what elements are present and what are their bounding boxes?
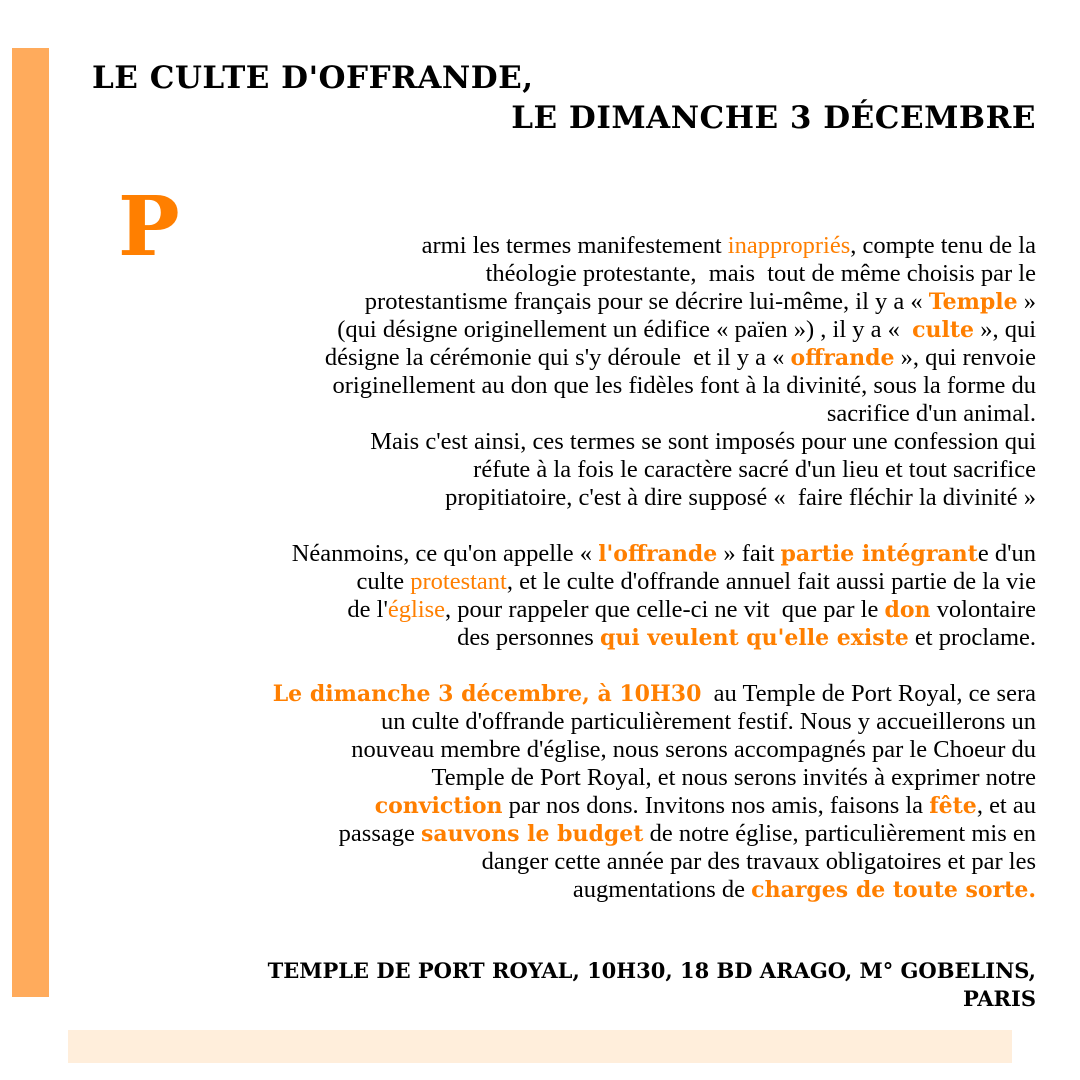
- text-line: [60, 428, 1036, 456]
- paragraph-event: [60, 680, 1036, 904]
- text-segment: par nos dons. Invitons nos amis, faisons la: [502, 792, 930, 819]
- text-line: [60, 792, 1036, 820]
- text-segment: , pour rappeler que celle-ci ne vit que par le: [445, 596, 885, 623]
- text-line: [60, 568, 1036, 596]
- paragraph-offrande: [60, 540, 1036, 652]
- text-line: [60, 232, 1036, 260]
- paragraph-intro: [60, 232, 1036, 512]
- text-segment: augmentations de: [572, 876, 752, 903]
- text-segment: (qui désigne originellement un édifice « païen ») , il y a «: [337, 316, 913, 343]
- highlighted-term: église: [387, 596, 446, 623]
- text-segment: nouveau membre d'église, nous serons accompagnés par le Choeur du: [351, 736, 1036, 763]
- highlighted-term: don: [884, 597, 931, 623]
- text-line: [60, 680, 1036, 708]
- text-segment: culte: [356, 568, 411, 595]
- text-line: [60, 372, 1036, 400]
- text-segment: protestantisme français pour se décrire lui-même, il y a «: [364, 288, 929, 315]
- event-address: [92, 957, 1036, 1013]
- text-line: [60, 260, 1036, 288]
- text-segment: » fait: [717, 540, 781, 567]
- title-line-1: LE CULTE D'OFFRANDE,: [92, 60, 534, 96]
- title-line-2: LE DIMANCHE 3 DÉCEMBRE: [511, 100, 1036, 136]
- highlighted-term: sauvons le budget: [421, 821, 644, 847]
- text-segment: propitiatoire, c'est à dire supposé « faire fléchir la divinité »: [445, 484, 1036, 511]
- text-segment: de notre église, particulièrement mis en: [643, 820, 1036, 847]
- text-line: [60, 484, 1036, 512]
- text-segment: théologie protestante, mais tout de même choisis par le: [485, 260, 1036, 287]
- text-segment: réfute à la fois le caractère sacré d'un lieu et tout sacrifice: [473, 456, 1036, 483]
- address-line-2: PARIS: [963, 986, 1036, 1011]
- text-segment: », qui renvoie: [894, 344, 1036, 371]
- highlighted-term: fête: [929, 793, 977, 819]
- highlighted-term: qui veulent qu'elle existe: [599, 625, 909, 651]
- text-segment: danger cette année par des travaux obligatoires et par les: [481, 848, 1036, 875]
- text-segment: e d'un: [977, 540, 1036, 567]
- text-line: [60, 736, 1036, 764]
- text-segment: et proclame.: [908, 624, 1036, 651]
- highlighted-term: offrande: [790, 345, 895, 371]
- highlighted-term: charges de toute sorte.: [751, 877, 1036, 903]
- text-line: [60, 456, 1036, 484]
- text-segment: au Temple de Port Royal, ce sera: [701, 680, 1036, 707]
- highlighted-term: partie intégrant: [780, 541, 978, 567]
- text-segment: originellement au don que les fidèles font à la divinité, sous la forme du: [332, 372, 1036, 399]
- text-line: [60, 624, 1036, 652]
- highlighted-term: inappropriés: [727, 232, 851, 259]
- text-segment: un culte d'offrande particulièrement festif. Nous y accueillerons un: [380, 708, 1036, 735]
- highlighted-term: Temple: [928, 289, 1018, 315]
- text-segment: de l': [347, 596, 388, 623]
- text-segment: , et au: [976, 792, 1036, 819]
- text-line: [60, 876, 1036, 904]
- decorative-bottom-band: [68, 1030, 1012, 1063]
- address-line-1: TEMPLE DE PORT ROYAL, 10H30, 18 BD ARAGO, M° GOBELINS,: [267, 958, 1036, 983]
- highlighted-term: l'offrande: [598, 541, 718, 567]
- text-segment: Temple de Port Royal, et nous serons invités à exprimer notre: [431, 764, 1036, 791]
- text-line: [60, 708, 1036, 736]
- drop-cap: P: [118, 179, 180, 275]
- text-segment: passage: [338, 820, 421, 847]
- text-segment: désigne la cérémonie qui s'y déroule et il y a «: [324, 344, 791, 371]
- highlighted-term: conviction: [374, 793, 503, 819]
- text-line: [60, 288, 1036, 316]
- text-line: [60, 848, 1036, 876]
- text-segment: , et le culte d'offrande annuel fait aussi partie de la vie: [506, 568, 1036, 595]
- article-body: [60, 232, 1036, 904]
- text-line: [60, 764, 1036, 792]
- text-segment: »: [1017, 288, 1036, 315]
- text-segment: , compte tenu de la: [850, 232, 1036, 259]
- page-title: [92, 58, 1036, 138]
- text-line: [60, 540, 1036, 568]
- text-segment: », qui: [974, 316, 1036, 343]
- decorative-side-bar: [12, 48, 49, 997]
- highlighted-term: protestant: [410, 568, 507, 595]
- text-line: [60, 820, 1036, 848]
- text-segment: volontaire: [930, 596, 1036, 623]
- text-line: [60, 400, 1036, 428]
- text-segment: armi les termes manifestement: [421, 232, 728, 259]
- text-segment: Néanmoins, ce qu'on appelle «: [291, 540, 599, 567]
- text-line: [60, 316, 1036, 344]
- highlighted-term: culte: [912, 317, 975, 343]
- text-line: [60, 596, 1036, 624]
- text-line: [60, 344, 1036, 372]
- text-segment: des personnes: [457, 624, 600, 651]
- text-segment: Mais c'est ainsi, ces termes se sont imposés pour une confession qui: [370, 428, 1036, 455]
- text-segment: sacrifice d'un animal.: [826, 400, 1036, 427]
- highlighted-term: Le dimanche 3 décembre, à 10H30: [272, 681, 702, 707]
